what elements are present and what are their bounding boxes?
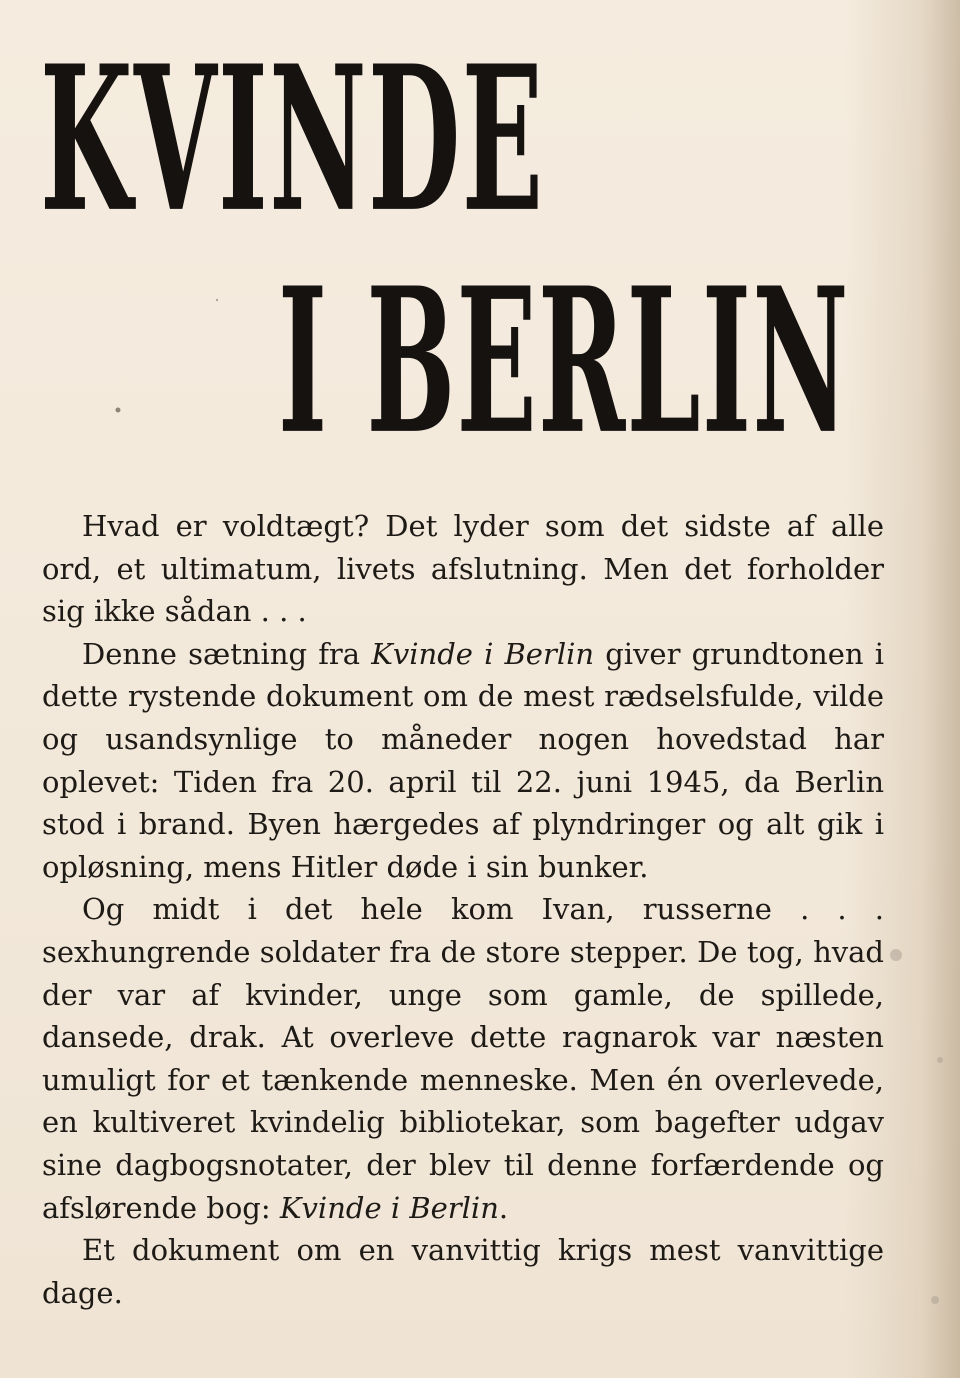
paragraph-4: [42, 1229, 884, 1314]
paragraph-2-after: giver grundtonen i dette rystende dokument om de mest rædselsfulde, vilde og usandsynlige to måneder nogen hovedstad har oplevet: Tiden fra 20. april til 22. juni 1945, da Berlin stod i brand. Byen hærgedes af plyndringer og alt gik i opløsning, mens Hitler døde i sin bunker.: [42, 636, 884, 884]
book-title-italic: Kvinde i Berlin: [371, 636, 595, 671]
paragraph-1: [42, 505, 884, 633]
title-line-1: KVINDE: [40, 22, 545, 257]
blurb-text: [42, 505, 884, 1314]
paragraph-1-text: Hvad er voldtægt? Det lyder som det sidste af alle ord, et ultimatum, livets afslutning. Men det forholder sig ikke sådan . . .: [42, 509, 884, 629]
paragraph-4-text: Et dokument om en vanvittig krigs mest vanvittige dage.: [42, 1233, 884, 1310]
paragraph-3-after: .: [498, 1190, 509, 1225]
paragraph-2: [42, 633, 884, 889]
paragraph-3: [42, 888, 884, 1229]
paragraph-3-before: Og midt i det hele kom Ivan, russerne . . . sexhungrende soldater fra de store stepper. De tog, hvad der var af kvinder, unge som gamle, de spillede, dansede, drak. At overleve dette ragnarok var næsten umuligt for et tænkende menneske. Men én overlevede, en kultiveret kvindelig bibliotekar, som bagefter udgav sine dagbogsnotater, der blev til denne forfærdende og afslørende bog:: [42, 892, 884, 1225]
book-title-italic: Kvinde i Berlin: [279, 1190, 499, 1225]
title-line-2: I BERLIN: [278, 244, 850, 479]
paragraph-2-before: Denne sætning fra: [82, 636, 372, 671]
